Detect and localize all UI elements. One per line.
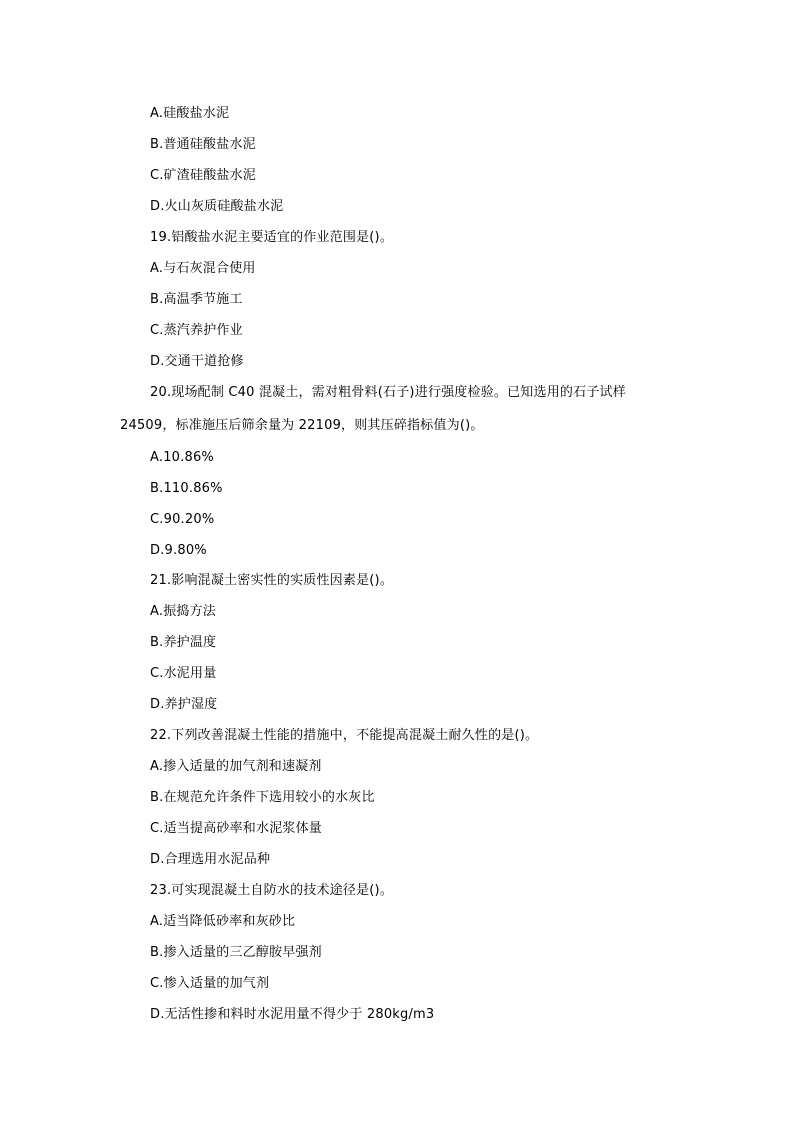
option-c-q22: C.适当提高砂率和水泥浆体量 [150, 821, 323, 836]
option-d-q19: D.交通干道抢修 [150, 354, 244, 369]
question-22: 22.下列改善混凝土性能的措施中，不能提高混凝土耐久性的是()。 [150, 728, 539, 743]
option-a-q20: A.10.86% [150, 450, 214, 465]
option-c-q21: C.水泥用量 [150, 666, 217, 681]
option-d-q20: D.9.80% [150, 543, 207, 558]
question-21: 21.影响混凝土密实性的实质性因素是()。 [150, 573, 394, 588]
option-b-q19: B.高温季节施工 [150, 292, 243, 307]
question-19: 19.铝酸盐水泥主要适宜的作业范围是()。 [150, 230, 394, 245]
question-20-continued: 24509，标准施压后筛余量为 22109，则其压碎指标值为()。 [120, 418, 484, 433]
question-20: 20.现场配制 C40 混凝土，需对粗骨料(石子)进行强度检验。已知选用的石子试样 [150, 385, 626, 400]
question-23: 23.可实现混凝土自防水的技术途径是()。 [150, 883, 394, 898]
option-a-q18: A.硅酸盐水泥 [150, 106, 230, 121]
option-b-q21: B.养护温度 [150, 635, 217, 650]
option-b-q18: B.普通硅酸盐水泥 [150, 137, 256, 152]
option-d-q23: D.无活性掺和料时水泥用量不得少于 280kg/m3 [150, 1007, 435, 1022]
option-c-q23: C.惨入适量的加气剂 [150, 976, 270, 991]
option-b-q20: B.110.86% [150, 481, 223, 496]
option-c-q18: C.矿渣硅酸盐水泥 [150, 168, 257, 183]
option-b-q23: B.掺入适量的三乙醇胺早强剂 [150, 945, 322, 960]
option-d-q22: D.合理选用水泥品种 [150, 852, 271, 867]
option-b-q22: B.在规范允许条件下选用较小的水灰比 [150, 790, 375, 805]
option-d-q18: D.火山灰质硅酸盐水泥 [150, 199, 284, 214]
option-a-q22: A.掺入适量的加气剂和速凝剂 [150, 759, 322, 774]
option-c-q20: C.90.20% [150, 512, 215, 527]
option-a-q19: A.与石灰混合使用 [150, 261, 256, 276]
option-a-q23: A.适当降低砂率和灰砂比 [150, 914, 296, 929]
option-c-q19: C.蒸汽养护作业 [150, 323, 243, 338]
option-d-q21: D.养护湿度 [150, 697, 218, 712]
option-a-q21: A.振捣方法 [150, 604, 216, 619]
